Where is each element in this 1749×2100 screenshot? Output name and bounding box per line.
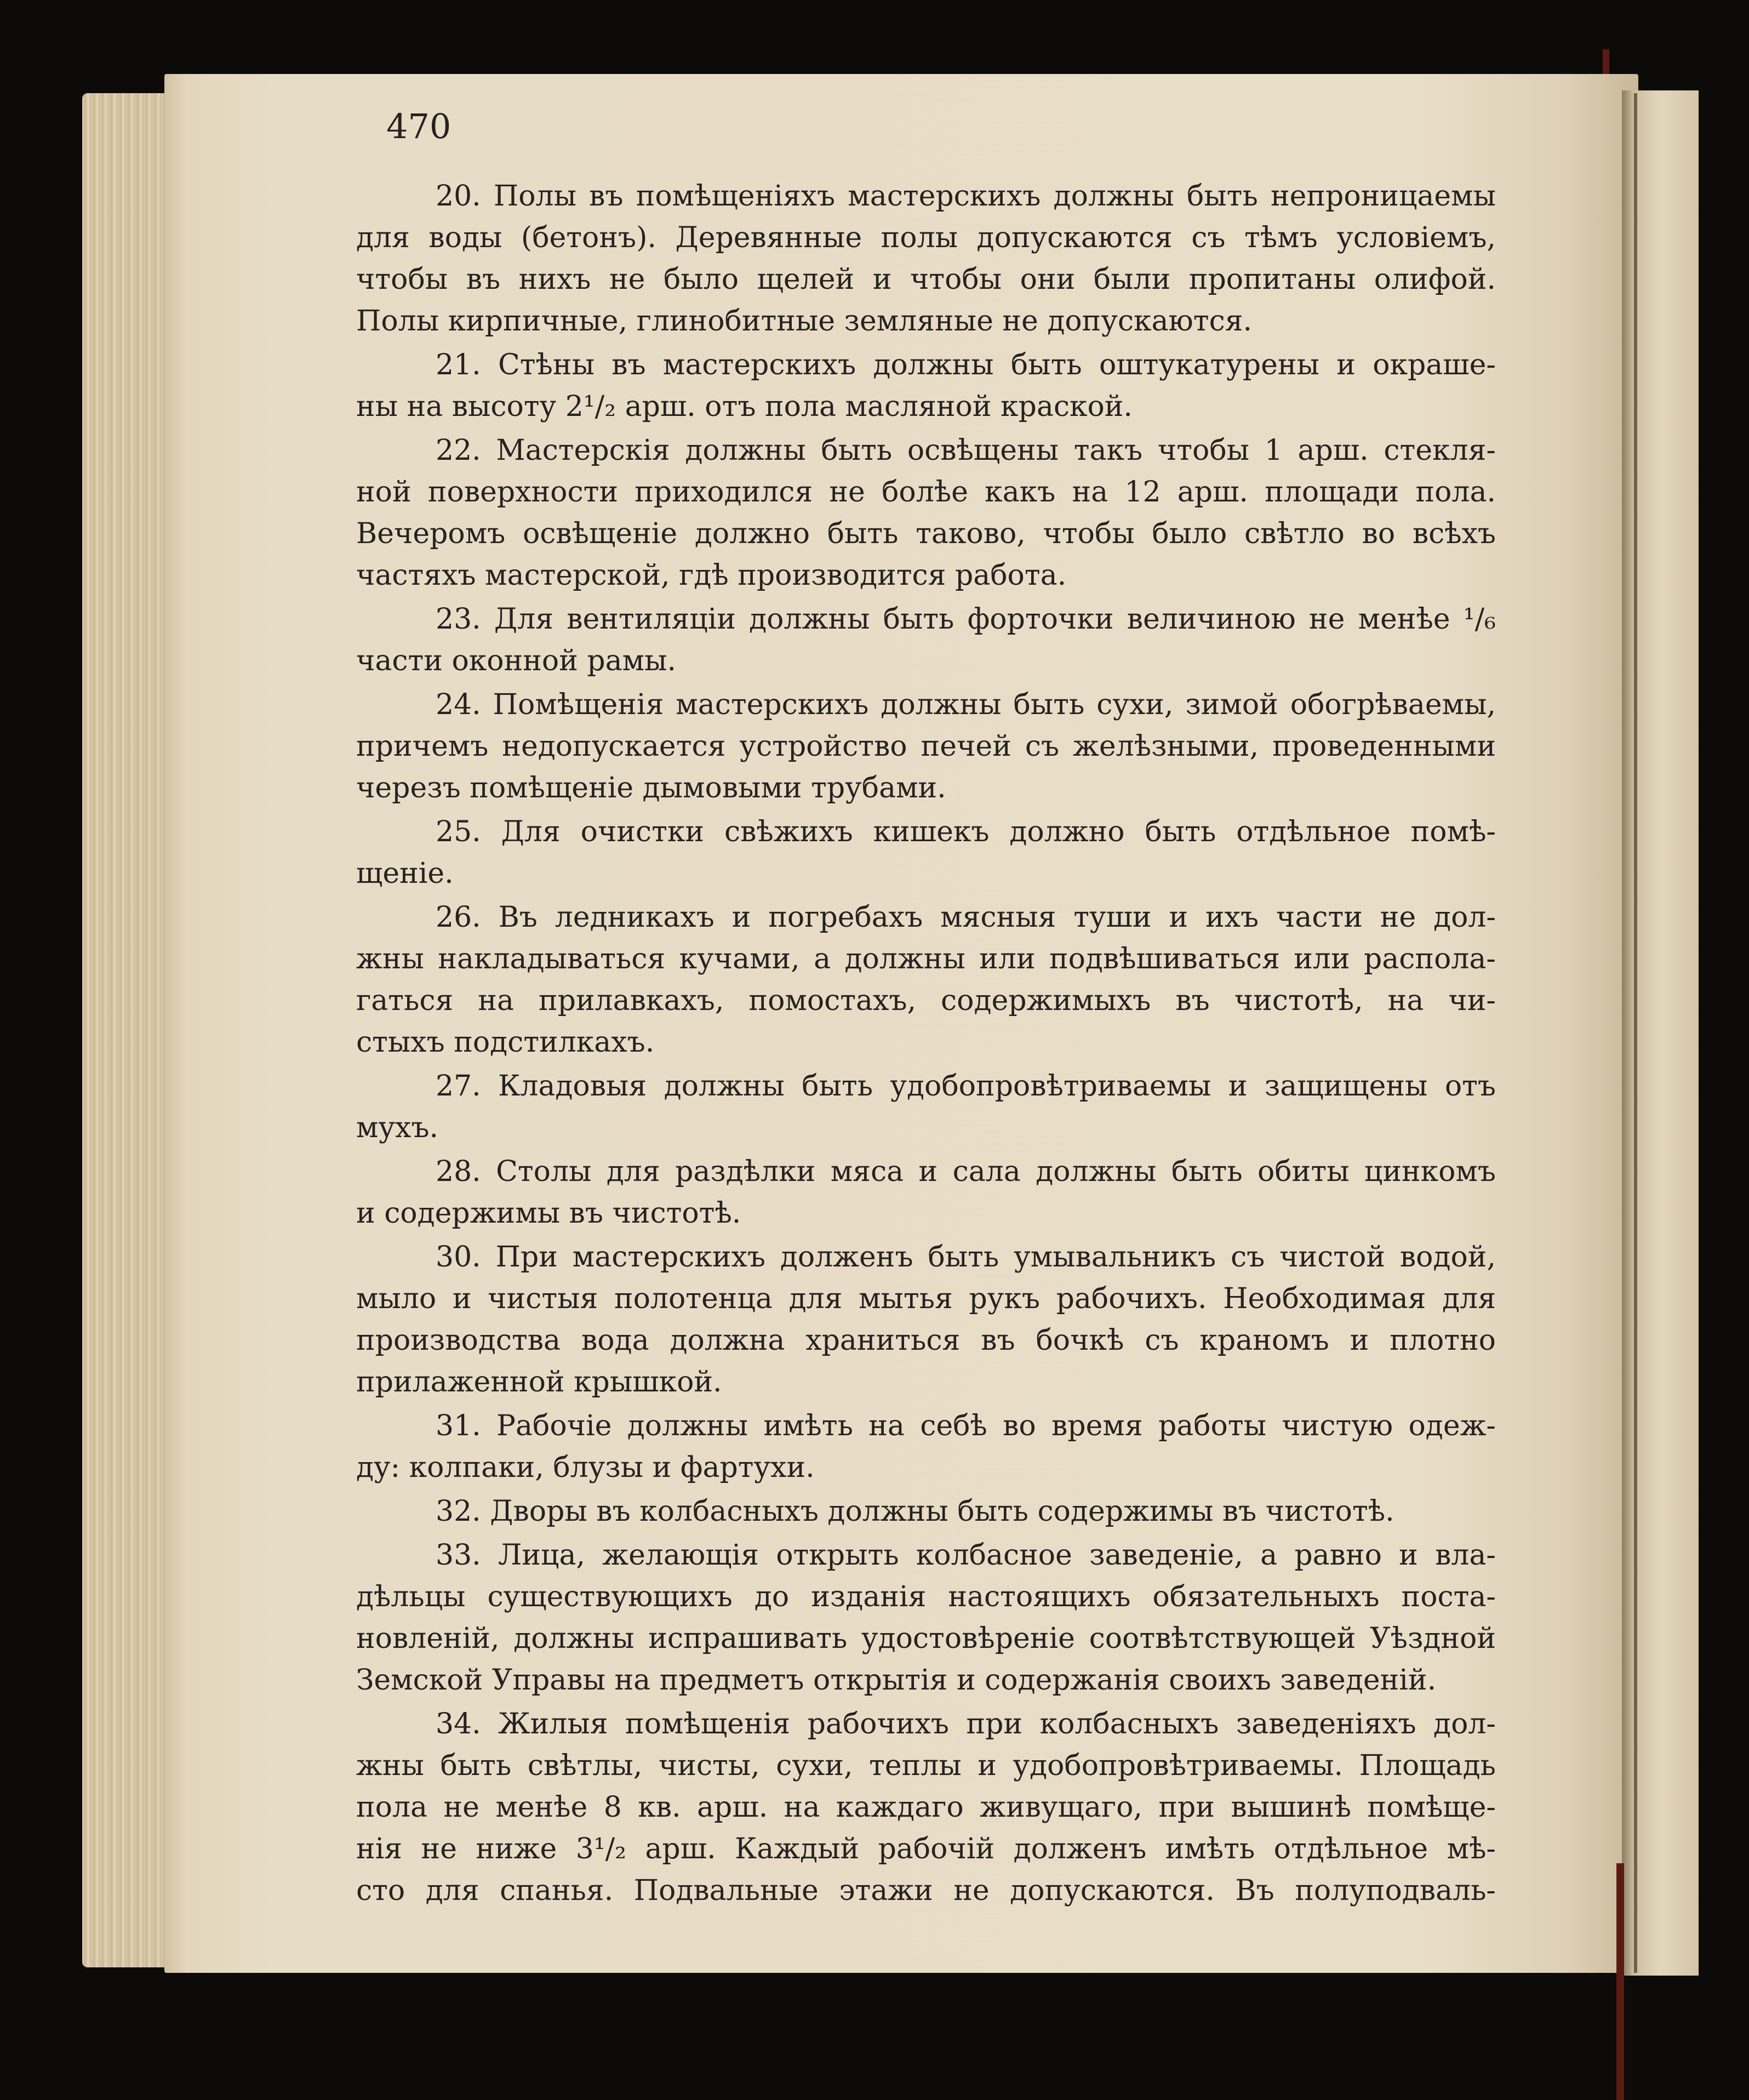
text-line: 33. Лица, желающія открыть колбасное заведеніе, а равно и вла- [436,1539,1496,1572]
text-line: 32. Дворы въ колбасныхъ должны быть содержимы въ чистотѣ. [436,1495,1394,1528]
paragraph [356,1151,1496,1234]
paragraph [356,684,1496,809]
page-number: 470 [386,106,451,146]
text-line: Вечеромъ освѣщеніе должно быть таково, чтобы было свѣтло во всѣхъ [356,517,1496,550]
text-line: 22. Мастерскія должны быть освѣщены такъ чтобы 1 арш. стекля- [436,434,1496,467]
paragraph [356,1065,1496,1149]
paragraph [356,1236,1496,1403]
text-line: 20. Полы въ помѣщеніяхъ мастерскихъ должны быть непроницаемы [436,180,1496,213]
text-line: жны накладываться кучами, а должны или подвѣшиваться или распола- [356,943,1496,975]
text-line: новленій, должны испрашивать удостовѣреніе соотвѣтствующей Уѣздной [356,1622,1496,1655]
text-line: дѣльцы существующихъ до изданія настоящихъ обязательныхъ поста- [356,1580,1496,1613]
text-line: 23. Для вентиляціи должны быть форточки величиною не менѣе ¹/₆ [436,603,1496,636]
text-line: прилаженной крышкой. [356,1366,722,1399]
page-gutter [1634,93,1637,1973]
text-line: мухъ. [356,1111,438,1144]
paragraph [356,1703,1496,1911]
text-line: мыло и чистыя полотенца для мытья рукъ рабочихъ. Необходимая для [356,1282,1496,1315]
text-line: 21. Стѣны въ мастерскихъ должны быть оштукатурены и окраше- [436,349,1496,381]
paragraph [356,811,1496,894]
text-line: чтобы въ нихъ не было щелей и чтобы они были пропитаны олифой. [356,263,1496,296]
paragraph [356,1491,1496,1532]
text-line: жны быть свѣтлы, чисты, сухи, теплы и удобопровѣтриваемы. Площадь [356,1749,1496,1782]
text-line: нія не ниже 3¹/₂ арш. Каждый рабочій долженъ имѣть отдѣльное мѣ- [356,1833,1496,1865]
paragraph [356,598,1496,682]
text-line: производства вода должна храниться въ бочкѣ съ краномъ и плотно [356,1324,1496,1357]
text-line: для воды (бетонъ). Деревянные полы допускаются съ тѣмъ условіемъ, [356,221,1496,254]
stacked-page-edges [82,93,170,1967]
paragraph [356,430,1496,596]
text-line: Земской Управы на предметъ открытія и содержанія своихъ заведеній. [356,1664,1437,1697]
paragraph [356,344,1496,427]
text-line: сто для спанья. Подвальные этажи не допускаются. Въ полуподваль- [356,1874,1496,1907]
text-line: гаться на прилавкахъ, помостахъ, содержимыхъ въ чистотѣ, на чи- [356,984,1496,1017]
text-line: 24. Помѣщенія мастерскихъ должны быть сухи, зимой обогрѣваемы, [436,688,1496,721]
text-line: ны на высоту 2¹/₂ арш. отъ пола масляной краской. [356,390,1133,423]
text-line: черезъ помѣщеніе дымовыми трубами. [356,772,946,804]
text-line: ной поверхности приходился не болѣе какъ на 12 арш. площади пола. [356,476,1496,509]
text-line: части оконной рамы. [356,644,677,677]
text-line: пола не менѣе 8 кв. арш. на каждаго живущаго, при вышинѣ помѣще- [356,1791,1496,1824]
text-line: 34. Жилыя помѣщенія рабочихъ при колбасныхъ заведеніяхъ дол- [436,1708,1496,1741]
text-line: ду: колпаки, блузы и фартухи. [356,1451,815,1484]
bookmark-ribbon [1616,1863,1624,2100]
text-line: причемъ недопускается устройство печей съ желѣзными, проведенными [356,730,1496,763]
paragraph [356,897,1496,1063]
text-line: 31. Рабочіе должны имѣть на себѣ во время работы чистую одеж- [436,1409,1496,1442]
page-body-text [356,175,1496,1914]
text-line: 25. Для очистки свѣжихъ кишекъ должно быть отдѣльное помѣ- [436,815,1496,848]
text-line: 26. Въ ледникахъ и погребахъ мясныя туши и ихъ части не дол- [436,901,1496,934]
text-line: частяхъ мастерской, гдѣ производится работа. [356,559,1067,592]
text-line: стыхъ подстилкахъ. [356,1026,655,1059]
paragraph [356,1405,1496,1488]
text-line: щеніе. [356,857,454,890]
text-line: 27. Кладовыя должны быть удобопровѣтриваемы и защищены отъ [436,1070,1496,1103]
paragraph [356,1534,1496,1701]
text-line: Полы кирпичные, глинобитные земляные не допускаются. [356,305,1253,338]
text-line: 30. При мастерскихъ долженъ быть умывальникъ съ чистой водой, [436,1241,1496,1274]
facing-page-edge [1622,90,1699,1976]
text-line: и содержимы въ чистотѣ. [356,1197,741,1230]
text-line: 28. Столы для раздѣлки мяса и сала должны быть обиты цинкомъ [436,1155,1496,1188]
paragraph [356,175,1496,342]
